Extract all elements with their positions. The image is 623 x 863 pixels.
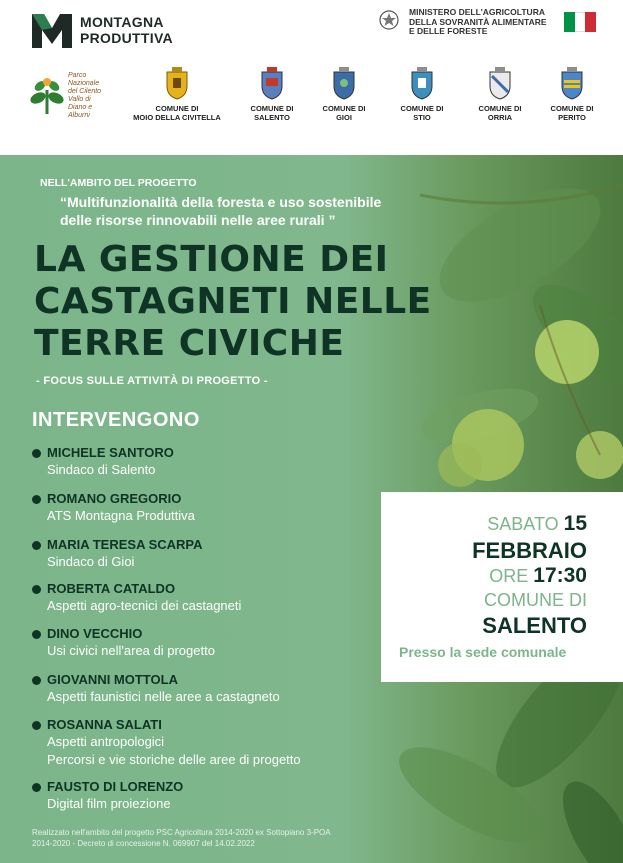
event-month: FEBBRAIO xyxy=(472,538,587,563)
comune-orria xyxy=(472,66,528,122)
ministry-line-1: MINISTERO DELL'AGRICOLTURA xyxy=(409,7,545,17)
speaker-name: MICHELE SANTORO xyxy=(47,445,174,460)
comune-salento xyxy=(244,66,300,122)
comune-crest-icon xyxy=(259,66,285,100)
ministry-logo xyxy=(378,8,547,37)
title-line-2: CASTAGNETI NELLE xyxy=(34,281,432,322)
ministry-line-3: E DELLE FORESTE xyxy=(409,26,488,36)
speaker-name: ROMANO GREGORIO xyxy=(47,491,182,506)
bullet-icon xyxy=(32,585,41,594)
speaker-role: Digital film proiezione xyxy=(47,796,171,811)
brand-line-1: MONTAGNA xyxy=(80,14,164,30)
italian-emblem-icon xyxy=(378,8,400,32)
title-line-1: LA GESTIONE DEI xyxy=(34,239,389,280)
speaker-name: DINO VECCHIO xyxy=(47,626,143,641)
bullet-icon xyxy=(32,783,41,792)
speaker-role-2: Percorsi e vie storiche delle aree di progetto xyxy=(47,752,301,767)
montagna-logo-icon xyxy=(30,10,74,50)
national-park-logo xyxy=(28,72,108,120)
speaker-name: GIOVANNI MOTTOLA xyxy=(47,672,178,687)
bullet-icon xyxy=(32,676,41,685)
speaker-name: ROBERTA CATALDO xyxy=(47,581,176,596)
speaker-role: Sindaco di Gioi xyxy=(47,554,135,569)
focus-subtitle: - FOCUS SULLE ATTIVITÀ DI PROGETTO - xyxy=(36,375,268,387)
title-line-3: TERRE CIVICHE xyxy=(34,323,345,364)
comune-stio xyxy=(394,66,450,122)
italian-flag-icon xyxy=(564,12,596,32)
speaker-role: Aspetti antropologici xyxy=(47,734,165,749)
time-value: 17:30 xyxy=(533,564,587,587)
comune-crest-icon xyxy=(164,66,190,100)
project-intro: NELL'AMBITO DEL PROGETTO xyxy=(40,177,197,189)
speakers-heading: INTERVENGONO xyxy=(32,409,200,431)
comune-gioi xyxy=(316,66,372,122)
park-name: Parco Nazionale del Cilento Vallo di Diano e Alburni xyxy=(68,72,102,119)
event-details-box xyxy=(381,492,623,682)
comune-perito xyxy=(544,66,600,122)
place-name: SALENTO xyxy=(482,613,587,638)
event-date xyxy=(487,512,587,536)
comune-name: COMUNE DI MOIO DELLA CIVITELLA xyxy=(133,104,221,122)
speaker-role: Aspetti faunistici nelle aree a castagneto xyxy=(47,689,280,704)
brand-line-2: PRODUTTIVA xyxy=(80,30,173,46)
comune-name: COMUNE DI GIOI xyxy=(322,104,366,122)
speaker-role: ATS Montagna Produttiva xyxy=(47,508,195,523)
project-name-line-1: “Multifunzionalità della foresta e uso sostenibile xyxy=(60,194,382,210)
speaker-name: ROSANNA SALATI xyxy=(47,717,162,732)
comune-name: COMUNE DI ORRIA xyxy=(478,104,522,122)
bullet-icon xyxy=(32,721,41,730)
event-time xyxy=(489,564,587,588)
funding-line-2: 2014-2020 - Decreto di concessione N. 069907 del 14.02.2022 xyxy=(32,839,255,848)
bullet-icon xyxy=(32,541,41,550)
comune-name: COMUNE DI SALENTO xyxy=(250,104,294,122)
comune-crest-icon xyxy=(487,66,513,100)
funding-note xyxy=(32,827,412,849)
comune-crest-icon xyxy=(331,66,357,100)
project-name-line-2: delle risorse rinnovabili nelle aree rurali ” xyxy=(60,212,336,228)
comune-crest-icon xyxy=(409,66,435,100)
comune-name: COMUNE DI PERITO xyxy=(550,104,594,122)
speaker-name: FAUSTO DI LORENZO xyxy=(47,779,184,794)
day-label: SABATO xyxy=(487,514,559,534)
park-plant-icon xyxy=(28,76,66,116)
montagna-produttiva-logo xyxy=(30,10,173,50)
project-name xyxy=(60,193,381,229)
bullet-icon xyxy=(32,630,41,639)
main-panel xyxy=(0,155,623,863)
bullet-icon xyxy=(32,449,41,458)
ministry-line-2: DELLA SOVRANITÀ ALIMENTARE xyxy=(409,16,547,27)
place-label: COMUNE DI xyxy=(484,590,587,610)
comune-crest-icon xyxy=(559,66,585,100)
speaker-role: Usi civici nell'area di progetto xyxy=(47,643,215,658)
speaker-role: Sindaco di Salento xyxy=(47,462,156,477)
speaker-role: Aspetti agro-tecnici dei castagneti xyxy=(47,598,242,613)
speaker-name: MARIA TERESA SCARPA xyxy=(47,537,203,552)
venue: Presso la sede comunale xyxy=(399,644,567,660)
funding-line-1: Realizzato nell'ambito del progetto PSC Agricoltura 2014-2020 ex Sottopiano 3-POA xyxy=(32,828,331,837)
event-title xyxy=(34,239,432,365)
header xyxy=(0,0,623,155)
comune-moio xyxy=(128,66,226,122)
time-label: ORE xyxy=(489,566,529,586)
bullet-icon xyxy=(32,495,41,504)
comune-name: COMUNE DI STIO xyxy=(400,104,444,122)
day-number: 15 xyxy=(563,512,587,535)
